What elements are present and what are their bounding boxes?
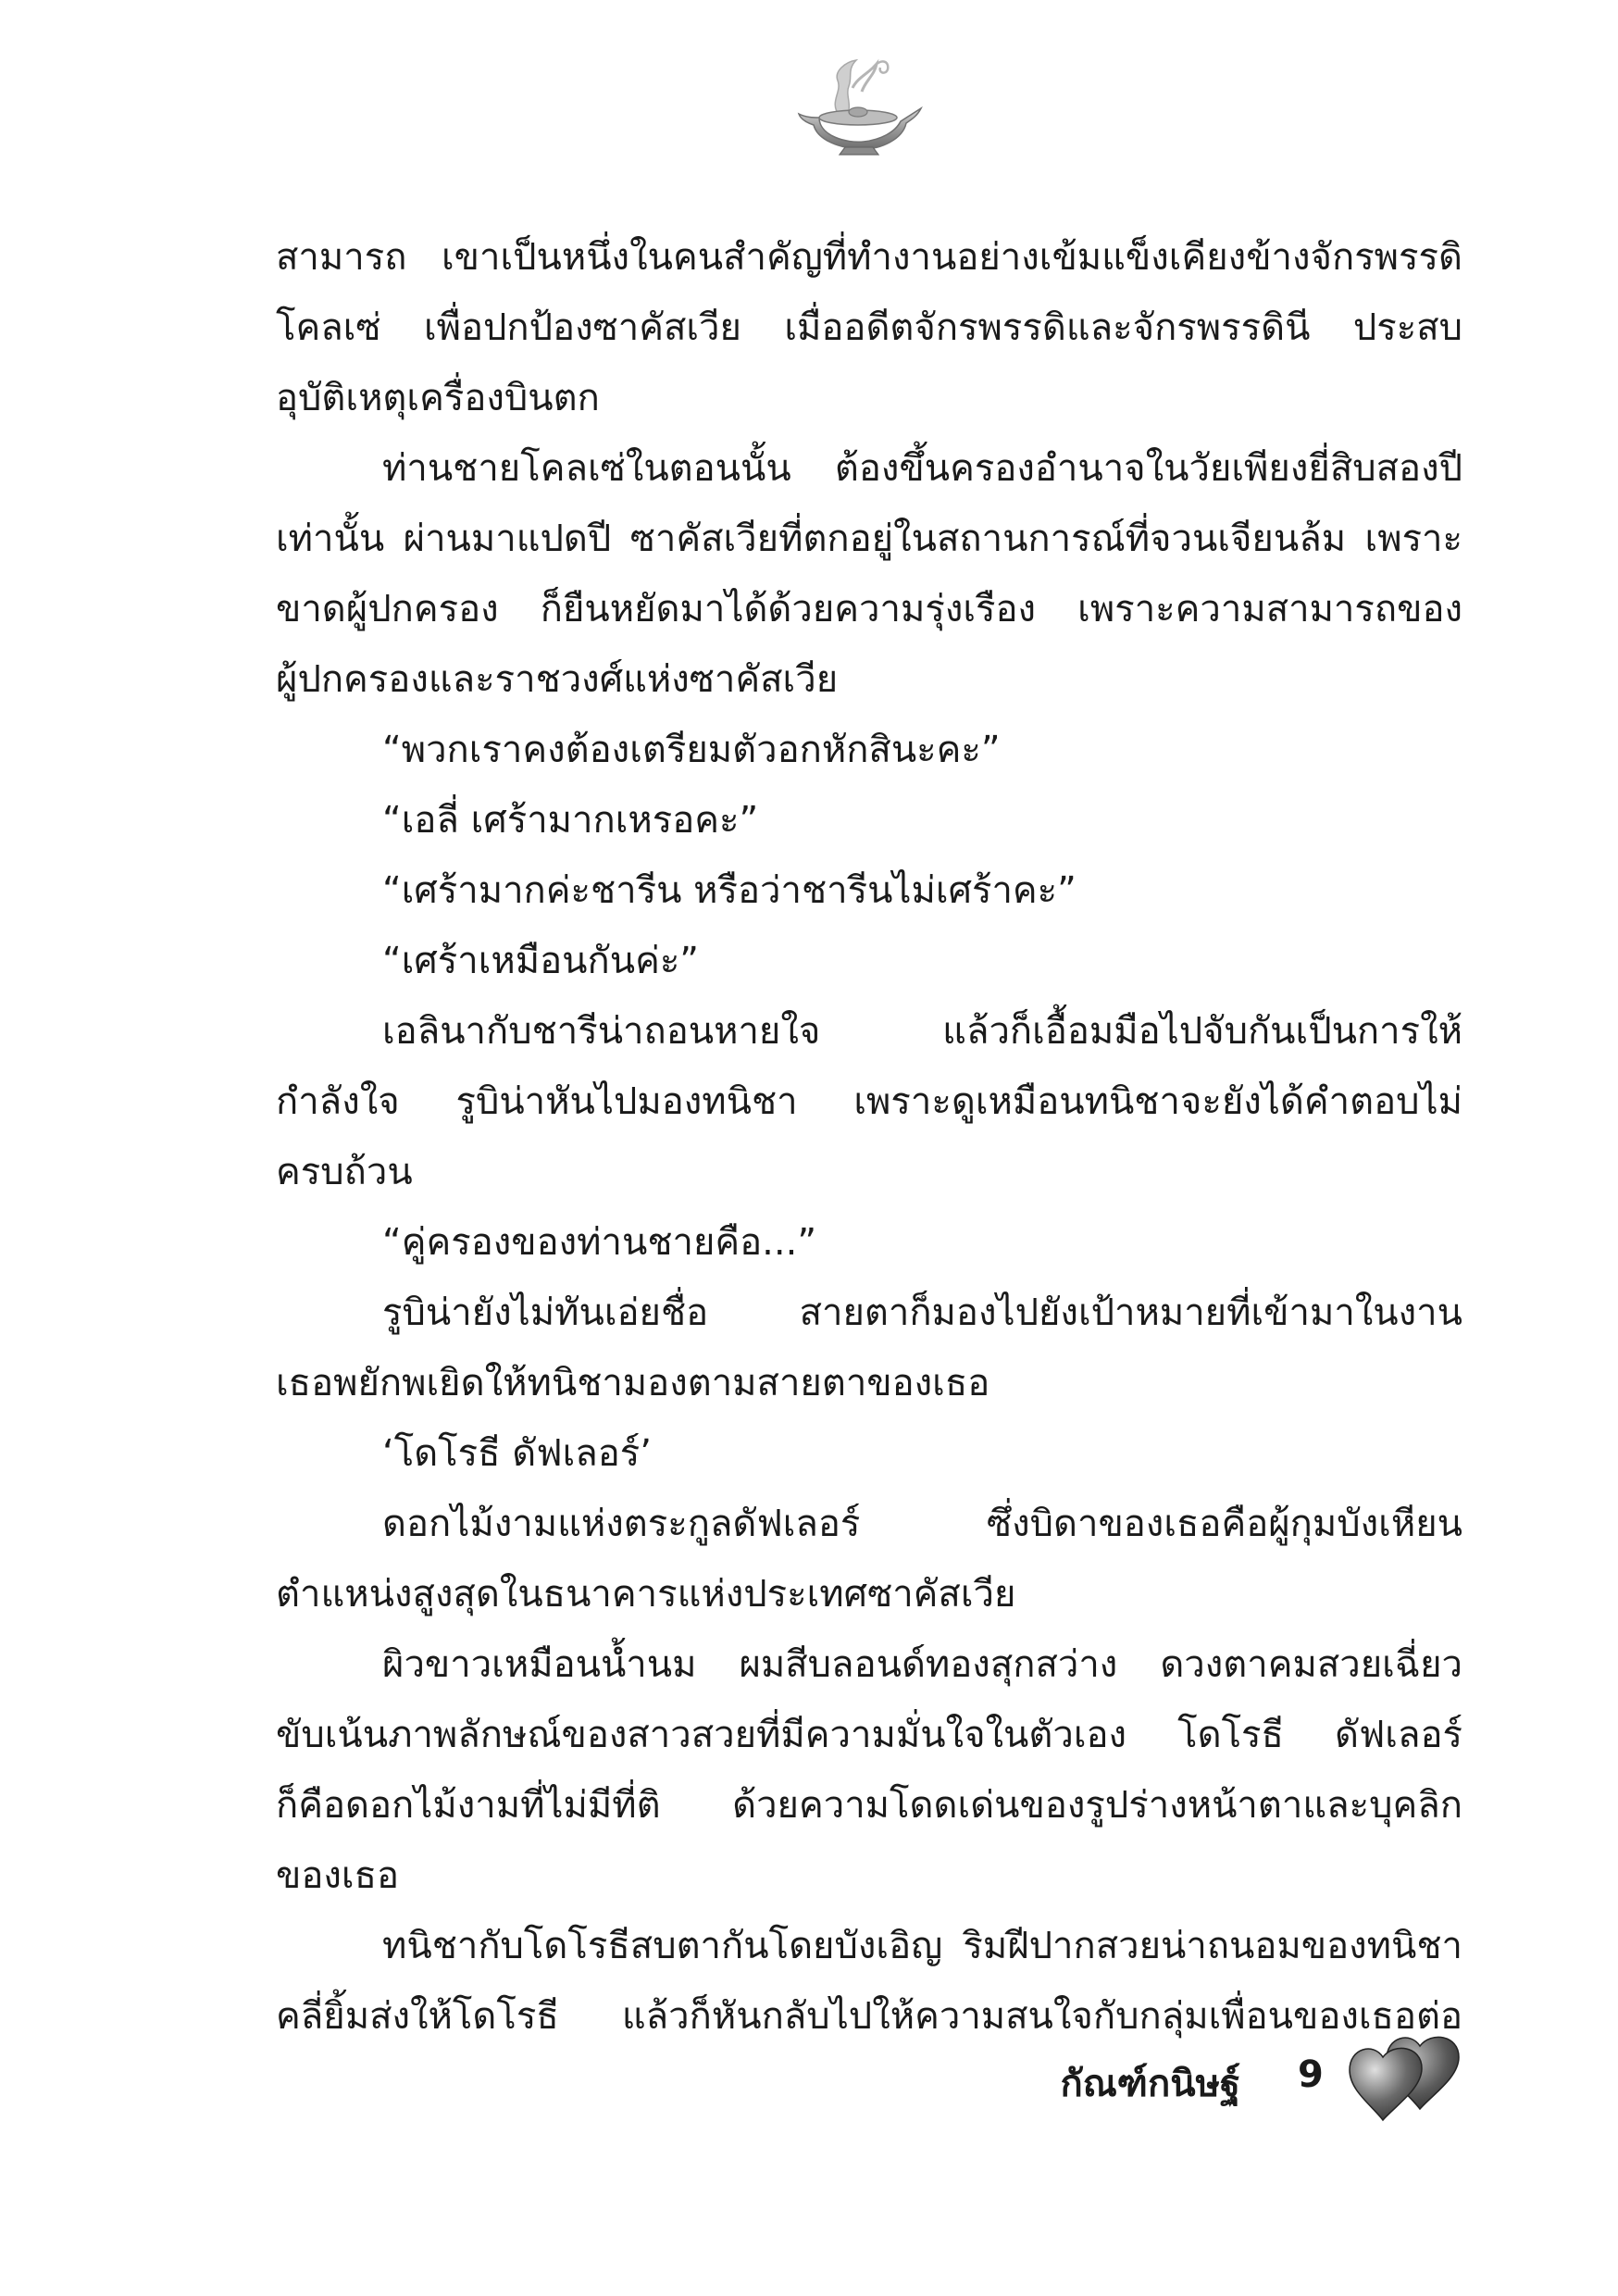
text-line: เธอพยักพเยิดให้ทนิชามองตามสายตาของเธอ bbox=[276, 1362, 990, 1404]
text-line: “คู่ครองของท่านชายคือ...” bbox=[382, 1221, 817, 1264]
text-line: ‘โดโรธี ดัฟเลอร์’ bbox=[382, 1432, 652, 1475]
text-line: ครบถ้วน bbox=[276, 1151, 413, 1193]
text-line: เท่านั้น ผ่านมาแปดปี ซาคัสเวียที่ตกอยู่ในสถานการณ์ที่จวนเจียนล้ม เพราะ bbox=[276, 518, 1462, 560]
page-footer bbox=[1018, 2028, 1481, 2129]
page-number: 9 bbox=[1298, 2053, 1324, 2096]
author-name: กัณฑ์กนิษฐ์ bbox=[1060, 2063, 1240, 2105]
text-line: สามารถ เขาเป็นหนึ่งในคนสำคัญที่ทำงานอย่างเข้มแข็งเคียงข้างจักรพรรดิ bbox=[276, 236, 1462, 279]
text-line: “พวกเราคงต้องเตรียมตัวอกหักสินะคะ” bbox=[382, 729, 1001, 771]
text-line: ท่านชายโคลเซ่ในตอนนั้น ต้องขึ้นครองอำนาจในวัยเพียงยี่สิบสองปี bbox=[382, 447, 1462, 490]
double-heart-icon bbox=[1344, 2029, 1464, 2122]
text-line: ขับเน้นภาพลักษณ์ของสาวสวยที่มีความมั่นใจในตัวเอง โดโรธี ดัฟเลอร์ bbox=[276, 1714, 1462, 1756]
text-line: ก็คือดอกไม้งามที่ไม่มีที่ติ ด้วยความโดดเด่นของรูปร่างหน้าตาและบุคลิก bbox=[276, 1784, 1462, 1827]
text-line: ตำแหน่งสูงสุดในธนาคารแห่งประเทศซาคัสเวีย bbox=[276, 1573, 1016, 1616]
text-line: คลี่ยิ้มส่งให้โดโรธี แล้วก็หันกลับไปให้ความสนใจกับกลุ่มเพื่อนของเธอต่อ bbox=[276, 1995, 1462, 2038]
text-line: “เศร้ามากค่ะชารีน หรือว่าชารีนไม่เศร้าคะ” bbox=[382, 869, 1077, 912]
text-line: โคลเซ่ เพื่อปกป้องซาคัสเวีย เมื่ออดีตจักรพรรดิและจักรพรรดินี ประสบ bbox=[276, 306, 1462, 349]
text-line: ผู้ปกครองและราชวงศ์แห่งซาคัสเวีย bbox=[276, 658, 839, 701]
text-line: ผิวขาวเหมือนน้ำนม ผมสีบลอนด์ทองสุกสว่าง ดวงตาคมสวยเฉี่ยว bbox=[382, 1643, 1462, 1686]
text-line: รูบิน่ายังไม่ทันเอ่ยชื่อ สายตาก็มองไปยังเป้าหมายที่เข้ามาในงาน bbox=[382, 1292, 1462, 1334]
text-line: อุบัติเหตุเครื่องบินตก bbox=[276, 377, 600, 419]
text-line: “เศร้าเหมือนกันค่ะ” bbox=[382, 940, 700, 982]
genie-lamp-icon bbox=[791, 51, 930, 157]
text-line: กำลังใจ รูบิน่าหันไปมองทนิชา เพราะดูเหมือนทนิชาจะยังได้คำตอบไม่ bbox=[276, 1080, 1462, 1123]
text-line: ดอกไม้งามแห่งตระกูลดัฟเลอร์ ซึ่งบิดาของเธอคือผู้กุมบังเหียน bbox=[382, 1503, 1462, 1545]
text-line: ขาดผู้ปกครอง ก็ยืนหยัดมาได้ด้วยความรุ่งเรือง เพราะความสามารถของ bbox=[276, 588, 1462, 630]
text-line: ทนิชากับโดโรธีสบตากันโดยบังเอิญ ริมฝีปากสวยน่าถนอมของทนิชา bbox=[382, 1925, 1462, 1967]
text-line: ของเธอ bbox=[276, 1854, 400, 1897]
text-line: “เอลี่ เศร้ามากเหรอคะ” bbox=[382, 799, 759, 842]
body-text bbox=[276, 222, 1462, 2052]
text-line: เอลินากับชารีน่าถอนหายใจ แล้วก็เอื้อมมือไปจับกันเป็นการให้ bbox=[382, 1010, 1462, 1053]
